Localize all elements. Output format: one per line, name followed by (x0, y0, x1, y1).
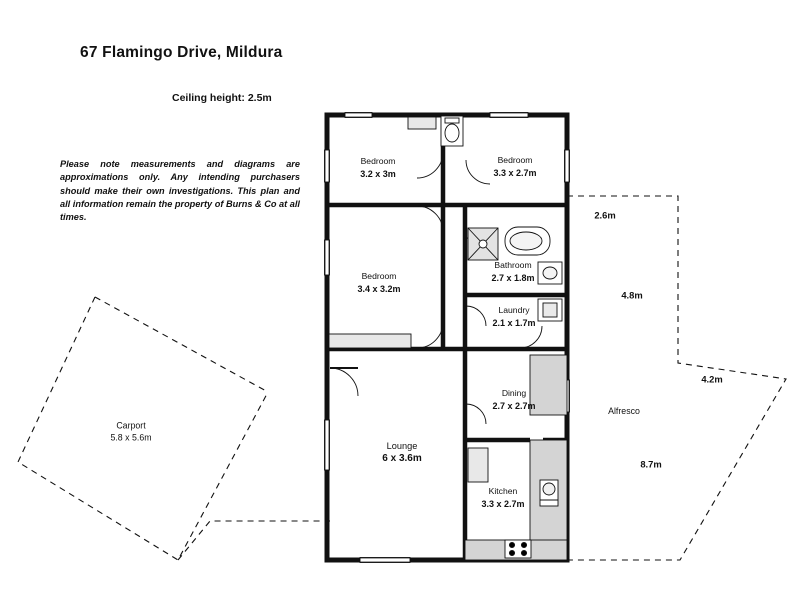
room-dims: 6 x 3.6m (382, 453, 422, 465)
hall-cupboard (468, 448, 488, 482)
room-name: Dining (501, 388, 527, 399)
area-label-alfresco (608, 405, 640, 417)
room-label-lounge (382, 440, 421, 466)
room-label-kitchen (481, 486, 524, 510)
room-label-laundry (492, 305, 535, 329)
area-name: Alfresco (608, 405, 640, 416)
laundry-trough-fixture (538, 299, 562, 321)
dimension-label-8-7m: 8.7m (640, 458, 662, 470)
room-dims: 2.1 x 1.7m (492, 317, 536, 328)
room-label-bedroom3 (357, 271, 400, 295)
wardrobes (329, 117, 436, 348)
alfresco-boundary (565, 196, 786, 560)
dining-bench (530, 355, 567, 415)
room-name: Lounge (386, 441, 418, 452)
toilet-fixture (441, 116, 463, 146)
shower-fixture (468, 228, 498, 260)
room-dims: 3.3 x 2.7m (481, 498, 525, 509)
room-dims: 2.7 x 1.8m (491, 272, 535, 283)
area-name: Carport (116, 420, 146, 431)
area-dims: 5.8 x 5.6m (110, 433, 152, 443)
dimension-label-4-2m: 4.2m (701, 373, 723, 385)
bathtub-fixture (505, 227, 550, 255)
room-name: Bathroom (494, 260, 532, 271)
carport-boundary (18, 297, 330, 560)
room-label-bathroom (491, 260, 534, 284)
dimension-label-4-8m: 4.8m (621, 289, 643, 301)
room-label-dining (492, 388, 535, 412)
room-name: Bedroom (360, 156, 396, 167)
room-name: Kitchen (488, 486, 518, 497)
dimension-label-2-6m: 2.6m (594, 209, 616, 221)
room-dims: 2.7 x 2.7m (492, 400, 536, 411)
room-label-bedroom2 (493, 155, 536, 179)
room-dims: 3.4 x 3.2m (357, 283, 401, 294)
room-dims: 3.2 x 3m (360, 168, 396, 179)
vanity-fixture (538, 262, 562, 284)
room-label-bedroom1 (360, 156, 396, 180)
room-name: Laundry (498, 305, 530, 316)
disclaimer-text: Please note measurements and diagrams are approximations only. Any intending purchasers should make their own investigations. This plan and all information remain the property of Burns & Co at all times. (60, 159, 300, 223)
room-name: Bedroom (497, 155, 533, 166)
area-label-carport (110, 420, 151, 445)
room-dims: 3.3 x 2.7m (493, 167, 537, 178)
page-title: 67 Flamingo Drive, Mildura (80, 44, 283, 61)
room-name: Bedroom (361, 271, 397, 282)
ceiling-height-label: Ceiling height: 2.5m (172, 92, 272, 104)
